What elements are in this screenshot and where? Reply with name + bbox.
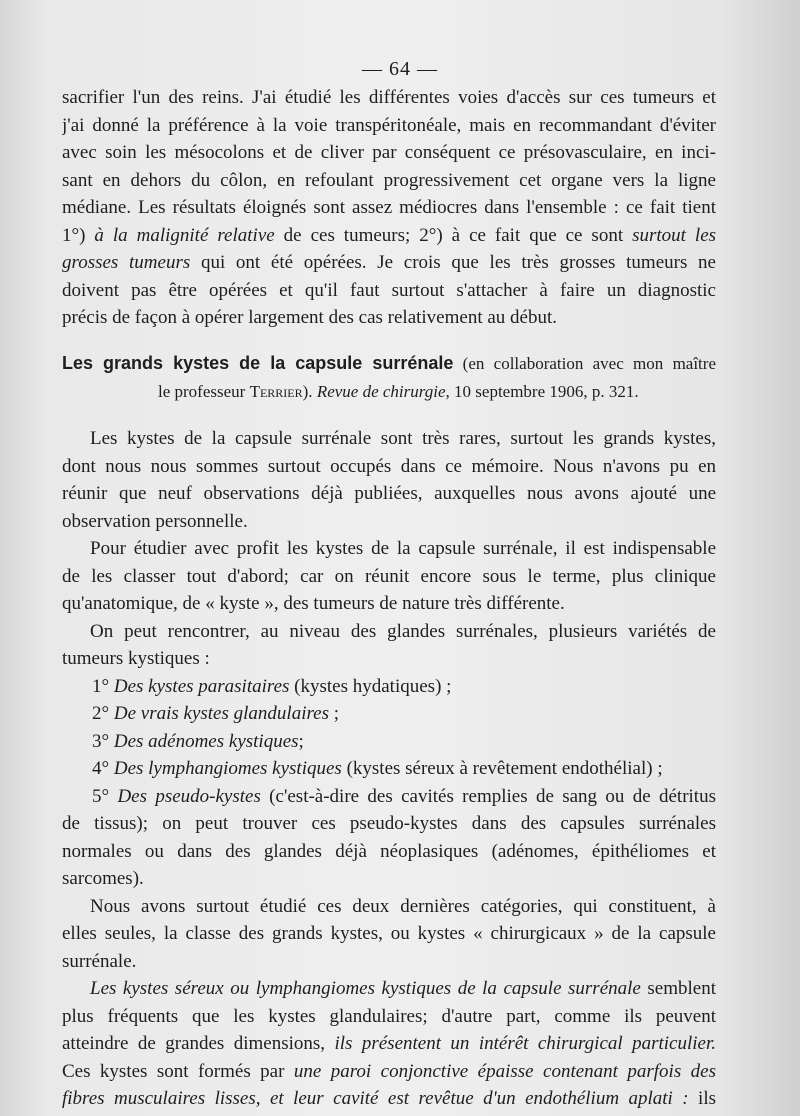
text-line: tumeurs kystiques : <box>62 648 210 669</box>
intro-paragraph <box>62 84 716 332</box>
list-item: 1° Des kystes parasitaires (kystes hydatiques) ; <box>92 675 452 697</box>
text-line: médiane. Les résultats éloignés sont assez médiocres dans l'ensemble : ce fait tient <box>62 197 716 218</box>
text-line: plus fréquents que les kystes glandulaires; d'autre part, comme ils peuvent <box>62 1005 716 1027</box>
text-line: réunir que neuf observations déjà publiées, auxquelles nous avons ajouté une <box>62 483 716 504</box>
article-title: Les grands kystes de la capsule surrénale <box>62 353 454 373</box>
article-heading-line-1: Les grands kystes de la capsule surrénale (en collaboration avec mon maître <box>62 353 716 373</box>
list-item: 3° Des adénomes kystiques; <box>92 730 304 752</box>
text-line: qu'anatomique, de « kyste », des tumeurs de nature très différente. <box>62 593 565 614</box>
text-line: grosses tumeurs qui ont été opérées. Je crois que les très grosses tumeurs ne <box>62 252 716 273</box>
text-line: atteindre de grandes dimensions, ils présentent un intérêt chirurgical particulier. <box>62 1033 716 1054</box>
text-line: normales ou dans des glandes déjà néoplasiques (adénomes, épithéliomes et <box>62 840 716 862</box>
text-line: observation personnelle. <box>62 510 248 532</box>
text-line: de tissus); on peut trouver ces pseudo-kystes dans des capsules surrénales <box>62 813 716 834</box>
text-line: Nous avons surtout étudié ces deux dernières catégories, qui constituent, à <box>90 895 716 917</box>
text-line: sant en dehors du côlon, en refoulant progressivement cet organe vers la ligne <box>62 169 716 191</box>
text-line: surrénale. <box>62 950 137 972</box>
text-line: 1°) à la malignité relative de ces tumeurs; 2°) à ce fait que ce sont surtout les <box>62 224 716 246</box>
text-line: elles seules, la classe des grands kystes, ou kystes « chirurgicaux » de la capsule <box>62 923 716 944</box>
text-line: Ces kystes sont formés par une paroi conjonctive épaisse contenant parfois des <box>62 1060 716 1082</box>
text-line: avec soin les mésocolons et de cliver par conséquent ce présovasculaire, en inci- <box>62 142 716 163</box>
text-line: sacrifier l'un des reins. J'ai étudié les différentes voies d'accès sur ces tumeurs et <box>62 87 716 108</box>
list-item: 4° Des lymphangiomes kystiques (kystes séreux à revêtement endothélial) ; <box>92 758 663 779</box>
list-item: 5° Des pseudo-kystes (c'est-à-dire des cavités remplies de sang ou de détritus <box>92 785 716 807</box>
article-heading-line-2: le professeur Terrier). Revue de chirurgie, 10 septembre 1906, p. 321. <box>158 381 639 401</box>
text-line: On peut rencontrer, au niveau des glandes surrénales, plusieurs variétés de <box>90 620 716 642</box>
page-number: — 64 — <box>362 58 438 80</box>
article-body <box>62 425 716 1113</box>
text-line: fibres musculaires lisses, et leur cavité est revêtue d'un endothélium aplati : ils <box>62 1088 716 1109</box>
text-line: dont nous nous sommes surtout occupés dans ce mémoire. Nous n'avons pu en <box>62 455 716 477</box>
text-line: Les kystes séreux ou lymphangiomes kystiques de la capsule surrénale semblent <box>90 978 716 999</box>
article-heading <box>62 350 716 405</box>
text-line: précis de façon à opérer largement des cas relativement au début. <box>62 307 558 328</box>
list-item: 2° De vrais kystes glandulaires ; <box>92 703 340 724</box>
text-line: doivent pas être opérées et qu'il faut surtout s'attacher à faire un diagnostic <box>62 279 716 301</box>
text-line: de les classer tout d'abord; car on réunit encore sous le terme, plus clinique <box>62 565 716 587</box>
text-line: Les kystes de la capsule surrénale sont très rares, surtout les grands kystes, <box>90 428 716 449</box>
text-line: sarcomes). <box>62 868 144 889</box>
text-line: j'ai donné la préférence à la voie transpéritonéale, mais en recommandant d'éviter <box>62 114 716 136</box>
text-line: Pour étudier avec profit les kystes de la capsule surrénale, il est indispensable <box>90 538 716 559</box>
